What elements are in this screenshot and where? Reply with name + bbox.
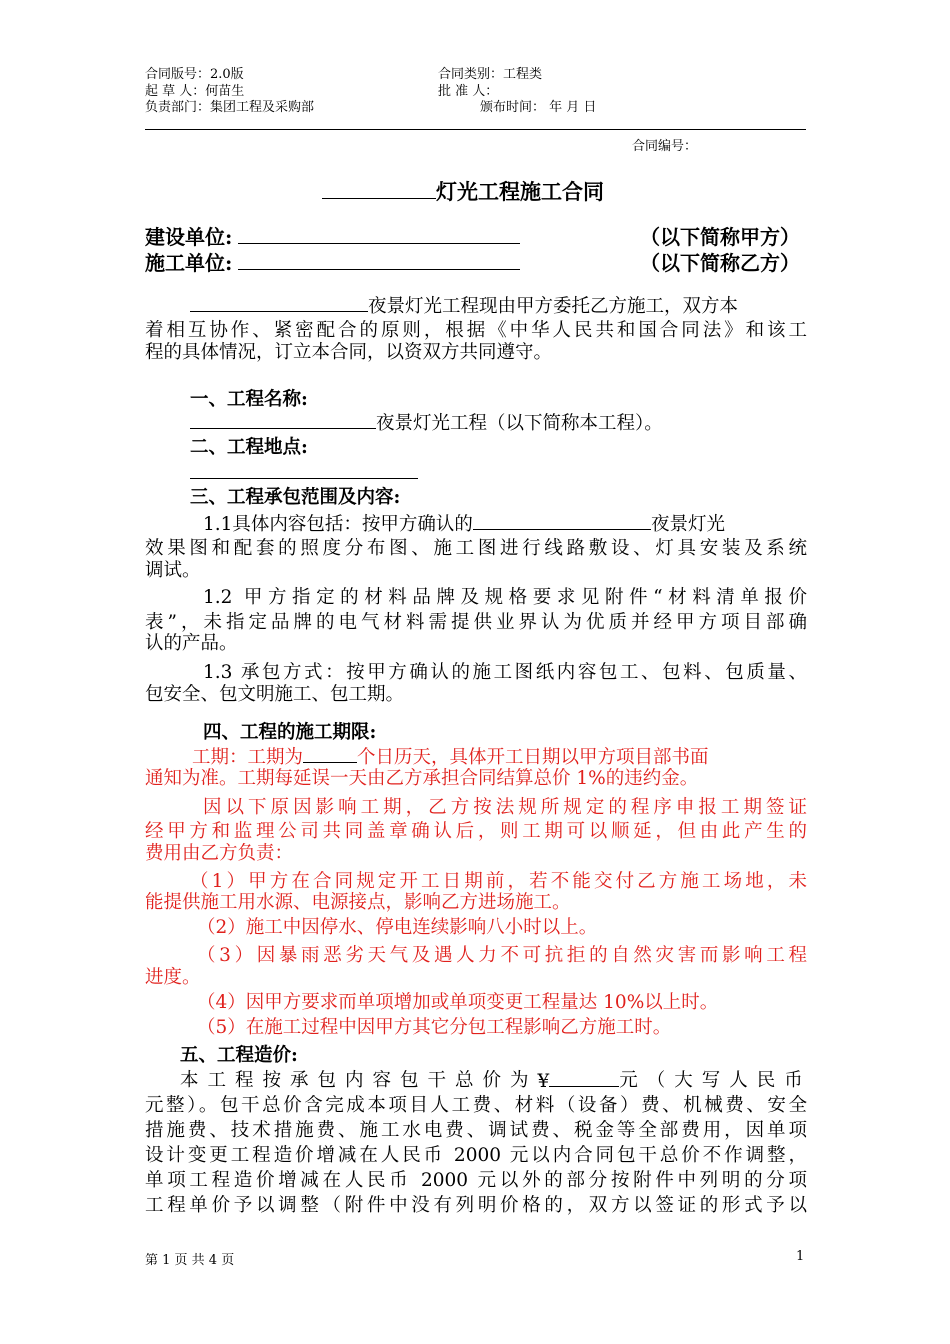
section-1-heading: 一、工程名称: [190, 389, 308, 410]
item-1-3-line-2: 包安全、包文明施工、包工期。 [145, 684, 405, 705]
schedule-line-1 [192, 742, 807, 770]
extension-line-2: 经甲方和监理公司共同盖章确认后，则工期可以顺延，但由此产生的 [145, 821, 807, 842]
price-line-5: 单项工程造价增减在人民币 2000 元以外的部分按附件中列明的分项 [145, 1170, 807, 1191]
approver: 批 准 人： [438, 84, 499, 99]
intro-line-3: 程的具体情况，订立本合同，以资双方共同遵守。 [145, 342, 553, 363]
title-blank [322, 176, 436, 199]
owner-label: 建设单位: [145, 225, 233, 249]
schedule-text-b: 个日历天，具体开工日期以甲方项目部书面 [357, 747, 709, 768]
cause-1-line-2: 能提供施工用水源、电源接点，影响乙方进场施工。 [145, 892, 571, 913]
price-line-1 [180, 1066, 812, 1092]
price-line-2: 元整）。包干总价含完成本项目人工费、材料（设备）费、机械费、安全 [145, 1095, 807, 1116]
price-blank [549, 1066, 619, 1087]
contractor-note: （以下简称乙方） [640, 251, 800, 275]
price-text-a: 本工程按承包内容包干总价为 [180, 1070, 538, 1091]
owner-note: （以下简称甲方） [640, 225, 800, 249]
price-line-3: 措施费、技术措施费、施工水电费、调试费、税金等全部费用，因单项 [145, 1120, 807, 1141]
location-blank-row [190, 458, 418, 483]
price-line-6: 工程单价予以调整（附件中没有列明价格的，双方以签证的形式予以 [145, 1195, 807, 1216]
intro-line-2: 着相互协作、紧密配合的原则，根据《中华人民共和国合同法》和该工 [145, 320, 807, 341]
contract-version: 合同版号：2.0版 [145, 67, 244, 82]
section-1-text [190, 408, 663, 436]
price-text-b: 元（大写人民币 [619, 1070, 812, 1091]
section-4-heading: 四、工程的施工期限: [203, 722, 377, 743]
contract-number: 合同编号： [632, 139, 698, 154]
section-5-heading: 五、工程造价: [180, 1045, 298, 1066]
responsible-dept: 负责部门：集团工程及采购部 [145, 100, 315, 115]
extension-line-1: 因以下原因影响工期，乙方按法规所规定的程序申报工期签证 [203, 797, 807, 818]
issue-date: 颁布时间： 年 月 日 [480, 100, 597, 115]
cause-1-line-1: （1）甲方在合同规定开工日期前，若不能交付乙方施工场地，未 [190, 871, 807, 892]
drafter: 起 草 人：何苗生 [145, 84, 245, 99]
item-1-1-text-a: 1.1具体内容包括：按甲方确认的 [203, 514, 473, 535]
intro-blank [190, 291, 368, 312]
cause-3-line-2: 进度。 [145, 967, 201, 988]
item-1-1-line-1 [203, 509, 725, 537]
duration-blank [303, 742, 357, 763]
price-line-4: 设计变更工程造价增减在人民币 2000 元以内合同包干总价不作调整， [145, 1145, 807, 1166]
page-title [322, 176, 604, 206]
schedule-text-a: 工期：工期为 [192, 747, 304, 768]
location-blank [190, 458, 418, 479]
title-text: 灯光工程施工合同 [436, 179, 604, 204]
cause-4: （4）因甲方要求而单项增加或单项变更工程量达 10%以上时。 [197, 992, 719, 1013]
item-1-1-blank [473, 509, 651, 530]
contractor-row [145, 247, 520, 276]
page-count: 第 1 页 共 4 页 [145, 1253, 235, 1268]
item-1-1-line-3: 调试。 [145, 560, 201, 581]
yen-sign: ¥ [537, 1071, 550, 1092]
cause-2: （2）施工中因停水、停电连续影响八小时以上。 [197, 917, 598, 938]
page-number: 1 [796, 1249, 805, 1264]
item-1-2-line-1: 1.2 甲方指定的材料品牌及规格要求见附件“材料清单报价 [203, 587, 807, 608]
schedule-line-2: 通知为准。工期每延误一天由乙方承担合同结算总价 1%的违约金。 [145, 768, 699, 789]
owner-row [145, 221, 520, 250]
item-1-2-line-3: 认的产品。 [145, 633, 238, 654]
section-2-heading: 二、工程地点: [190, 437, 308, 458]
item-1-2-line-2: 表”，未指定品牌的电气材料需提供业界认为优质并经甲方项目部确 [145, 612, 807, 633]
price-amount [538, 1066, 620, 1092]
project-name-blank [190, 408, 376, 429]
item-1-1-text-b: 夜景灯光 [650, 514, 725, 535]
intro-text-1: 夜景灯光工程现由甲方委托乙方施工，双方本 [368, 296, 739, 317]
contract-category: 合同类别：工程类 [438, 67, 543, 82]
item-1-3-line-1: 1.3 承包方式：按甲方确认的施工图纸内容包工、包料、包质量、 [203, 662, 807, 683]
owner-blank [238, 223, 520, 244]
header-divider [145, 129, 806, 130]
cause-5: （5）在施工过程中因甲方其它分包工程影响乙方施工时。 [197, 1017, 672, 1038]
contractor-label: 施工单位: [145, 251, 233, 275]
extension-line-3: 费用由乙方负责： [145, 843, 294, 864]
cause-3-line-1: （3）因暴雨恶劣天气及遇人力不可抗拒的自然灾害而影响工程 [197, 945, 807, 966]
section-3-heading: 三、工程承包范围及内容: [190, 487, 401, 508]
contractor-blank [238, 249, 520, 270]
item-1-1-line-2: 效果图和配套的照度分布图、施工图进行线路敷设、灯具安装及系统 [145, 538, 807, 559]
project-name-text: 夜景灯光工程（以下简称本工程）。 [376, 413, 663, 434]
intro-line-1 [190, 291, 738, 319]
